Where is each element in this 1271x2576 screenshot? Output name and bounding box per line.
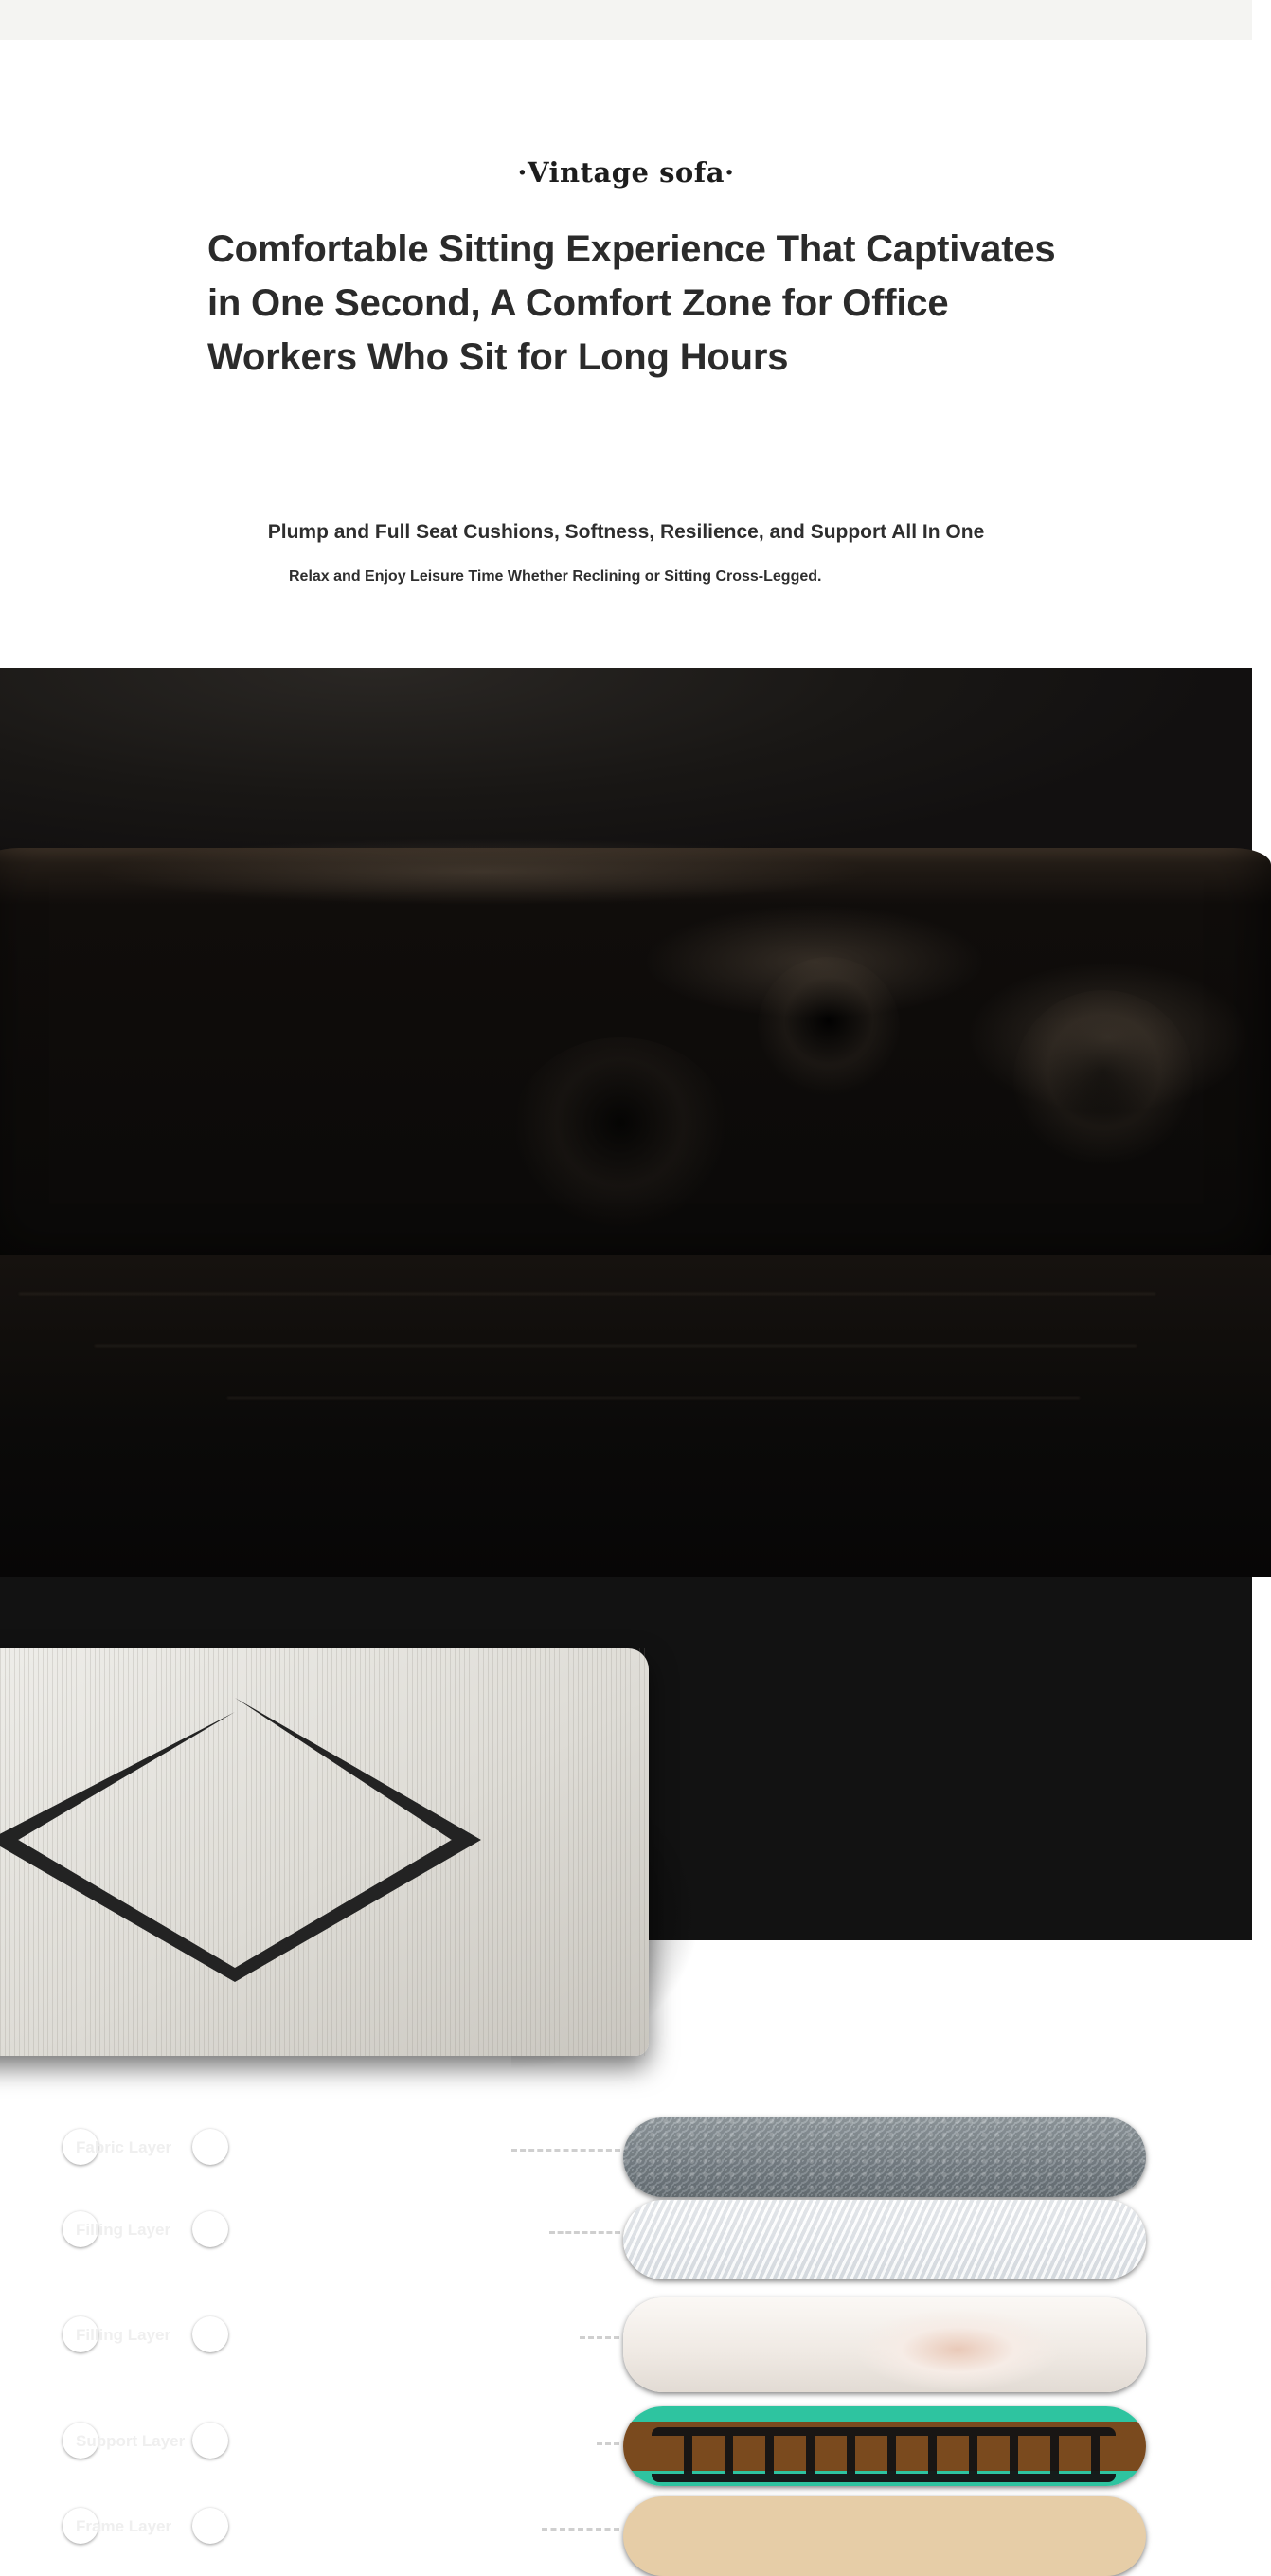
- sofa-backrest: [0, 848, 1271, 1303]
- bullet-icon: [192, 2316, 228, 2352]
- layer-label: Fabric Layer: [76, 2138, 172, 2156]
- leader-line: [597, 2442, 619, 2445]
- bullet-icon: [192, 2508, 228, 2544]
- hero-section: [0, 40, 1252, 668]
- sofa-photo: [0, 668, 1252, 2535]
- callout-row: [0, 2117, 1252, 2195]
- material-label: S-Shaped Springs + High Elastic Band-: [248, 2422, 464, 2463]
- bullet-icon: [192, 2423, 228, 2459]
- callout-row: [0, 2200, 1252, 2278]
- grey-leather-swatch: [623, 2117, 1146, 2197]
- page-title: Comfortable Sitting Experience That Captivates in One Second, A Comfort Zone for Office Workers Who Sit for Long Hours: [207, 228, 1056, 378]
- layer-label: Filling Layer: [76, 2326, 171, 2344]
- callout-row: [0, 2305, 1252, 2383]
- callout-row: [0, 2411, 1252, 2489]
- bullet-icon: [192, 2129, 228, 2165]
- top-strip: [0, 0, 1252, 40]
- leader-line: [580, 2336, 619, 2339]
- layer-label: Support Layer: [76, 2432, 186, 2450]
- bullet-icon: [192, 2211, 228, 2247]
- material-label: Pine Solid Wood Frame----: [248, 2507, 474, 2527]
- foam-sponge-hand-press-swatch: [623, 2297, 1146, 2392]
- leader-line: [549, 2231, 620, 2234]
- white-silk-cotton-swatch: [623, 2200, 1146, 2279]
- layer-label: Frame Layer: [76, 2517, 172, 2535]
- brand-logo: ·Vintage sofa·: [517, 156, 735, 189]
- subtitle-primary: Plump and Full Seat Cushions, Softness, Resilience, and Support All In One: [267, 521, 985, 543]
- callout-row: [0, 2496, 1252, 2574]
- layer-label: Filling Layer: [76, 2221, 171, 2239]
- sofa-seat: [0, 1255, 1271, 1577]
- material-label: Oil Wax Eco-Friendly Leather---: [248, 2130, 516, 2150]
- subtitle-secondary: Relax and Enjoy Leisure Time Whether Reclining or Sitting Cross-Legged.: [289, 568, 822, 585]
- material-label: Soft Silk Cotton----------: [248, 2222, 443, 2242]
- leader-line: [511, 2149, 620, 2152]
- s-spring-band-swatch: [623, 2406, 1146, 2486]
- layer-callouts: [0, 2117, 1252, 2553]
- material-label: Original Resilient Sponge-----: [248, 2315, 497, 2335]
- leader-line: [542, 2528, 619, 2531]
- throw-pillow: [0, 1648, 649, 2056]
- pine-wood-swatch: [623, 2496, 1146, 2576]
